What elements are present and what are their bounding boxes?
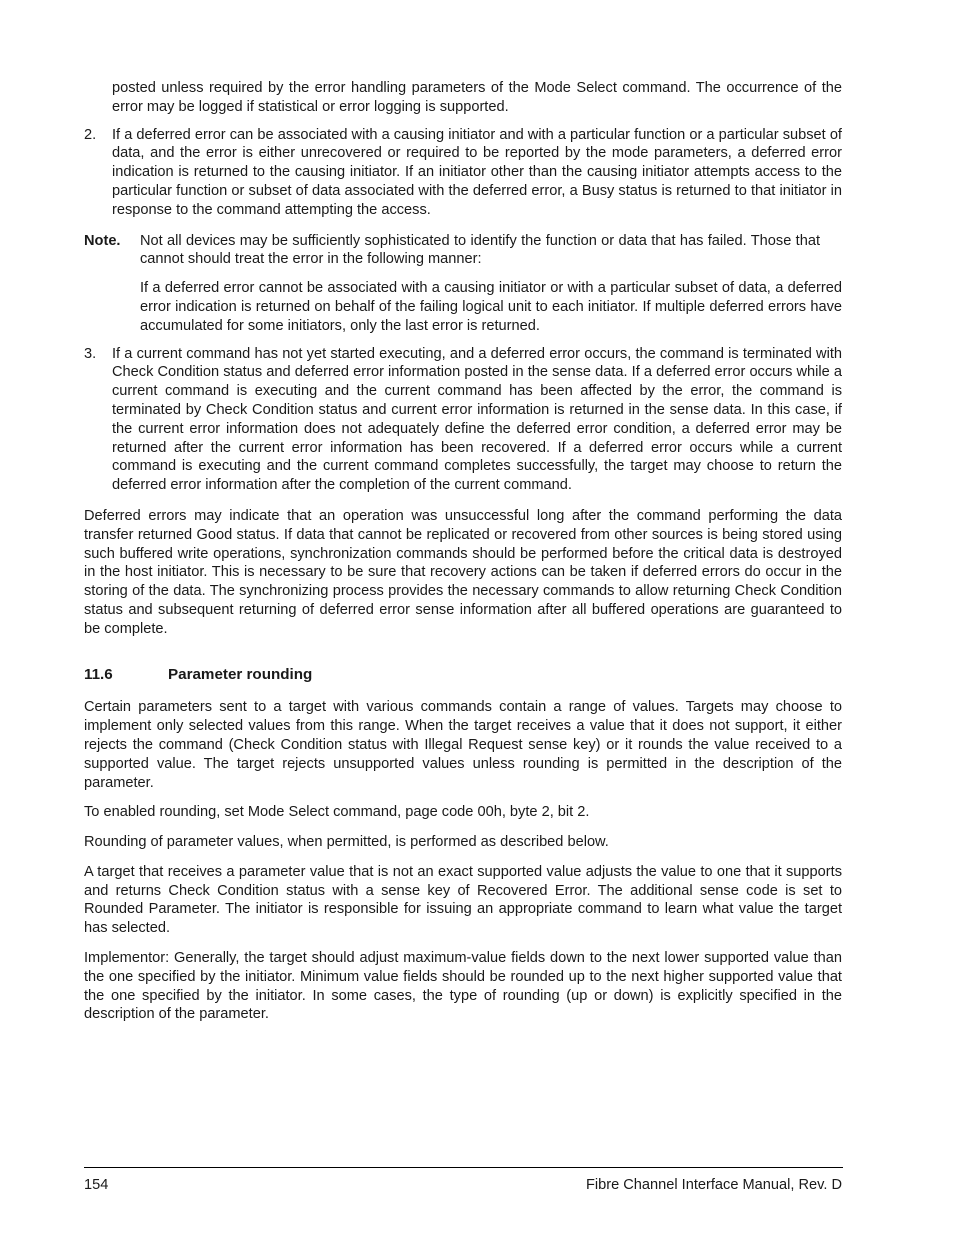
manual-title: Fibre Channel Interface Manual, Rev. D — [585, 1177, 842, 1193]
section-heading — [84, 666, 842, 685]
list-item-text: If a current command has not yet started executing, and a deferred error occurs, the command is terminated with Check Condition status and deferred error information posted in the sense data. If a deferred error occurs while a current command is executing and the current command has been affected by the error, the command is terminated by Check Condition status and current error information is returned in the sense data. In this case, if the current error information does not adequately define the deferred error condition, a deferred error may be returned after the current error information has been recovered. If a deferred error occurs while a current command is executing and the current command completes successfully, the target may choose to return the deferred error information after the completion of the current command. — [112, 345, 842, 494]
section-paragraph-4: A target that receives a parameter value that is not an exact supported value adjusts the value to one that it supports and returns Check Condition status with a sense key of Recovered Error. The additional sense code is set to Rounded Parameter. The initiator is responsible for issuing an appropriate command to learn what value the target has selected. — [84, 863, 842, 937]
footer-divider — [84, 1167, 843, 1168]
deferred-errors-paragraph: Deferred errors may indicate that an operation was unsuccessful long after the command performing the data transfer returned Good status. If data that cannot be replicated or recovered from other sources is being stored using such buffered write operations, synchronization commands should be performed before the critical data is destroyed in the host initiator. This is necessary to be sure that recovery actions can be taken if deferred errors do occur in the storing of the data. The synchronizing process provides the necessary commands to allow returning Check Condition status and subsequent returning of deferred error sense information after all buffered operations are guaranteed to be complete. — [84, 507, 842, 637]
section-paragraph-5: Implementor: Generally, the target should adjust maximum-value fields down to the next lower supported value than the one specified by the initiator. Minimum value fields should be rounded up to the next higher supported value that the one specified by the initiator. In some cases, the type of rounding (up or down) is explicitly specified in the description of the parameter. — [84, 950, 842, 1023]
note-block — [84, 232, 842, 270]
list-item-2 — [84, 126, 842, 220]
list-number: 3. — [84, 345, 97, 362]
page-content — [84, 79, 842, 1024]
list-number: 2. — [84, 126, 97, 143]
page-footer — [84, 1176, 842, 1195]
section-paragraph-3: Rounding of parameter values, when permitted, is performed as described below. — [84, 834, 609, 851]
note-sub-paragraph: If a deferred error cannot be associated with a causing initiator or with a particular subset of data, a deferred error indication is returned on behalf of the failing logical unit to each initiator. If multiple deferred errors have accumulated for some initiators, only the last error is returned. — [140, 280, 842, 334]
note-label: Note. — [84, 232, 121, 249]
page-number: 154 — [84, 1177, 109, 1193]
section-paragraph-2: To enabled rounding, set Mode Select command, page code 00h, byte 2, bit 2. — [84, 804, 590, 821]
continued-paragraph: posted unless required by the error handling parameters of the Mode Select command. The occurrence of the error may be logged if statistical or error logging is supported. — [112, 80, 842, 115]
section-paragraph-1: Certain parameters sent to a target with various commands contain a range of values. Targets may choose to implement only selected values from this range. When the target receives a value that it does not support, it either rejects the command (Check Condition status with Illegal Request sense key) or it rounds the value received to a supported value. The target rejects unsupported values unless rounding is permitted in the description of the parameter. — [84, 699, 842, 791]
section-number: 11.6 — [84, 665, 113, 683]
list-item-3 — [84, 345, 842, 495]
list-item-text: If a deferred error can be associated with a causing initiator and with a particular function or a particular subset of data, and the error is either unrecovered or required to be reported by the mode parameters, a deferred error indication is returned to the causing initiator. If an initiator other than the causing initiator attempts access to the particular function or subset of data associated with the deferred error, a Busy status is returned to that initiator in response to the command attempting the access. — [112, 126, 842, 218]
note-text: Not all devices may be sufficiently sophisticated to identify the function or data that has failed. Those that cannot should treat the error in the following manner: — [140, 232, 820, 268]
section-title: Parameter rounding — [168, 665, 313, 683]
